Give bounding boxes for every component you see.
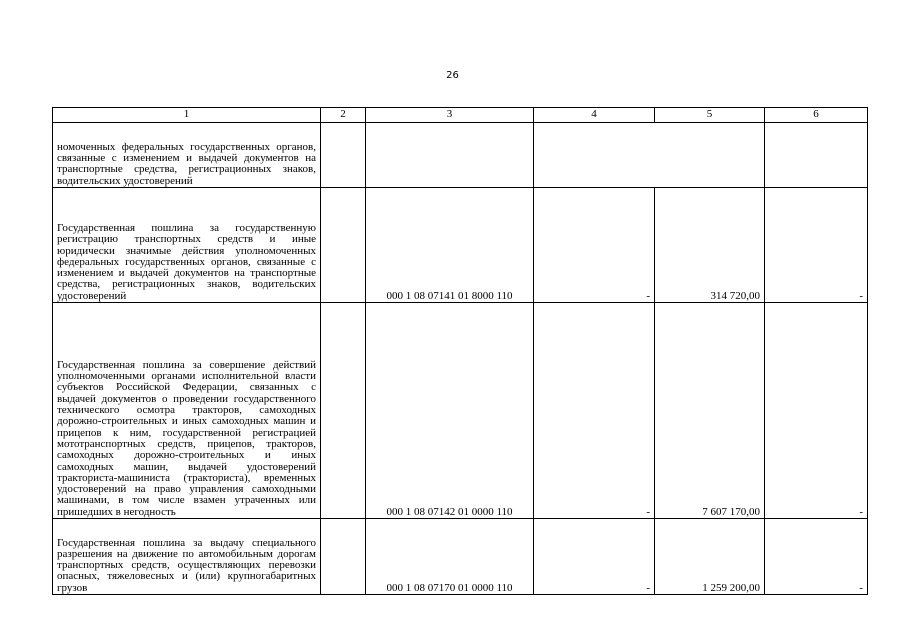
column-header-2: 2: [321, 108, 366, 123]
row-col5: 7 607 170,00: [655, 303, 765, 519]
row-col6: -: [765, 519, 868, 595]
row-col6: [765, 123, 868, 188]
page-number: 26: [446, 70, 459, 81]
row-col5: 314 720,00: [655, 188, 765, 303]
row-col5: 1 259 200,00: [655, 519, 765, 595]
row-col4: -: [534, 303, 655, 519]
row-description: Государственная пошлина за выдачу специального разрешения на движение по автомобильным дорогам транспортных средств, осуществляющих перевозки опасных, тяжеловесных и (или) крупногабаритных грузов: [53, 519, 321, 595]
row-code: 000 1 08 07170 01 0000 110: [366, 519, 534, 595]
row-code: [366, 123, 534, 188]
table-row: [53, 123, 868, 188]
row-code: 000 1 08 07141 01 8000 110: [366, 188, 534, 303]
row-col4: -: [534, 188, 655, 303]
row-col4: -: [534, 519, 655, 595]
row-col4: [534, 123, 655, 188]
row-description: Государственная пошлина за совершение действий уполномоченными органами исполнительной власти субъектов Российской Федерации, связанных с выдачей документов о проведении государственного технического осмотра тракторов, самоходных дорожно-строительных и иных самоходных машин и прицепов к ним, государственной регистрацией мототранспортных средств, прицепов, тракторов, самоходных дорожно-строительных и иных самоходных машин, выдачей удостоверений тракториста-машиниста (тракториста), временных удостоверений на право управления самоходными машинами, в том числе взамен утраченных или пришедших в негодность: [53, 303, 321, 519]
column-header-3: 3: [366, 108, 534, 123]
revenue-table: [52, 107, 868, 595]
row-col5: [655, 123, 765, 188]
table-row: [53, 519, 868, 595]
row-col2: [321, 188, 366, 303]
header-row: [53, 108, 868, 123]
table-row: [53, 188, 868, 303]
table-row: [53, 303, 868, 519]
column-header-5: 5: [655, 108, 765, 123]
row-col6: -: [765, 188, 868, 303]
row-description: номоченных федеральных государственных органов, связанные с изменением и выдачей документов на транспортные средства, регистрационных знаков, водительских удостоверений: [53, 123, 321, 188]
row-description: Государственная пошлина за государственную регистрацию транспортных средств и иные юридически значимые действия уполномоченных федеральных государственных органов, связанные с изменением и выдачей документов на транспортные средства, регистрационных знаков, водительских удостоверений: [53, 188, 321, 303]
row-col2: [321, 123, 366, 188]
column-header-4: 4: [534, 108, 655, 123]
row-col6: -: [765, 303, 868, 519]
column-header-1: 1: [53, 108, 321, 123]
row-code: 000 1 08 07142 01 0000 110: [366, 303, 534, 519]
column-header-6: 6: [765, 108, 868, 123]
row-col2: [321, 303, 366, 519]
row-col2: [321, 519, 366, 595]
